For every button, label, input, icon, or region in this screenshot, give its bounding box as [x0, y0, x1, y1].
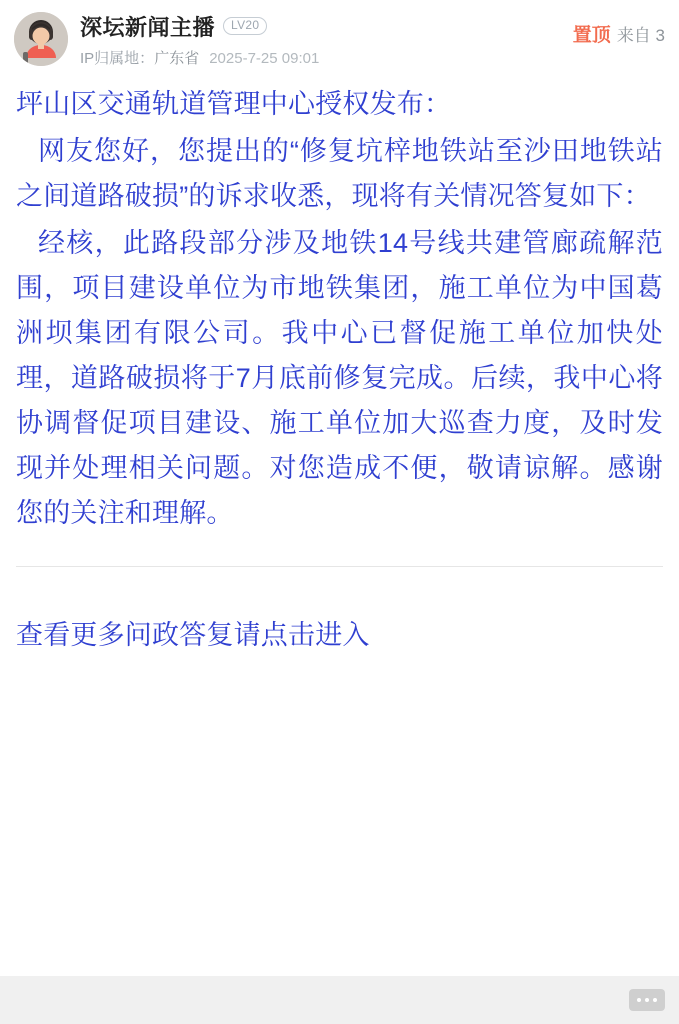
author-name[interactable]: 深坛新闻主播: [80, 14, 216, 40]
post-header: [0, 0, 679, 68]
ip-location: [80, 47, 199, 68]
level-badge: LV20: [223, 17, 267, 35]
post-body-paragraph-1: 网友您好，您提出的“修复坑梓地铁站至沙田地铁站之间道路破损”的诉求收悉，现将有关情况答复如下：: [16, 136, 663, 211]
pinned-badge: 置顶: [572, 25, 611, 46]
post-meta: [80, 47, 665, 68]
ip-location-label: IP归属地：: [80, 50, 155, 67]
post-timestamp: 2025-7-25 09:01: [209, 50, 320, 67]
avatar[interactable]: [14, 12, 68, 66]
more-dots-icon[interactable]: [629, 989, 665, 1011]
bottom-toolbar: [0, 976, 679, 1024]
post-body-title: 坪山区交通轨道管理中心授权发布：: [16, 89, 452, 119]
user-avatar-icon: [14, 12, 68, 66]
ip-location-value: 广东省: [154, 50, 200, 67]
post-body: [0, 68, 679, 536]
post-body-paragraph-2: 经核，此路段部分涉及地铁14号线共建管廊疏解范围，项目建设单位为市地铁集团，施工单位为中国葛洲坝集团有限公司。我中心已督促施工单位加快处理，道路破损将于7月底前修复完成。后续，我中心将协调督促项目建设、施工单位加大巡查力度，及时发现并处理相关问题。对您造成不便，敬请谅解。感谢您的关注和理解。: [16, 228, 663, 528]
dot-2: [645, 998, 649, 1002]
dot-3: [653, 998, 657, 1002]
section-divider: [16, 566, 663, 567]
more-replies-link[interactable]: 查看更多问政答复请点击进入: [16, 620, 370, 650]
dot-1: [637, 998, 641, 1002]
source-label: 来自 3: [616, 26, 665, 45]
post-flags: [573, 20, 665, 47]
